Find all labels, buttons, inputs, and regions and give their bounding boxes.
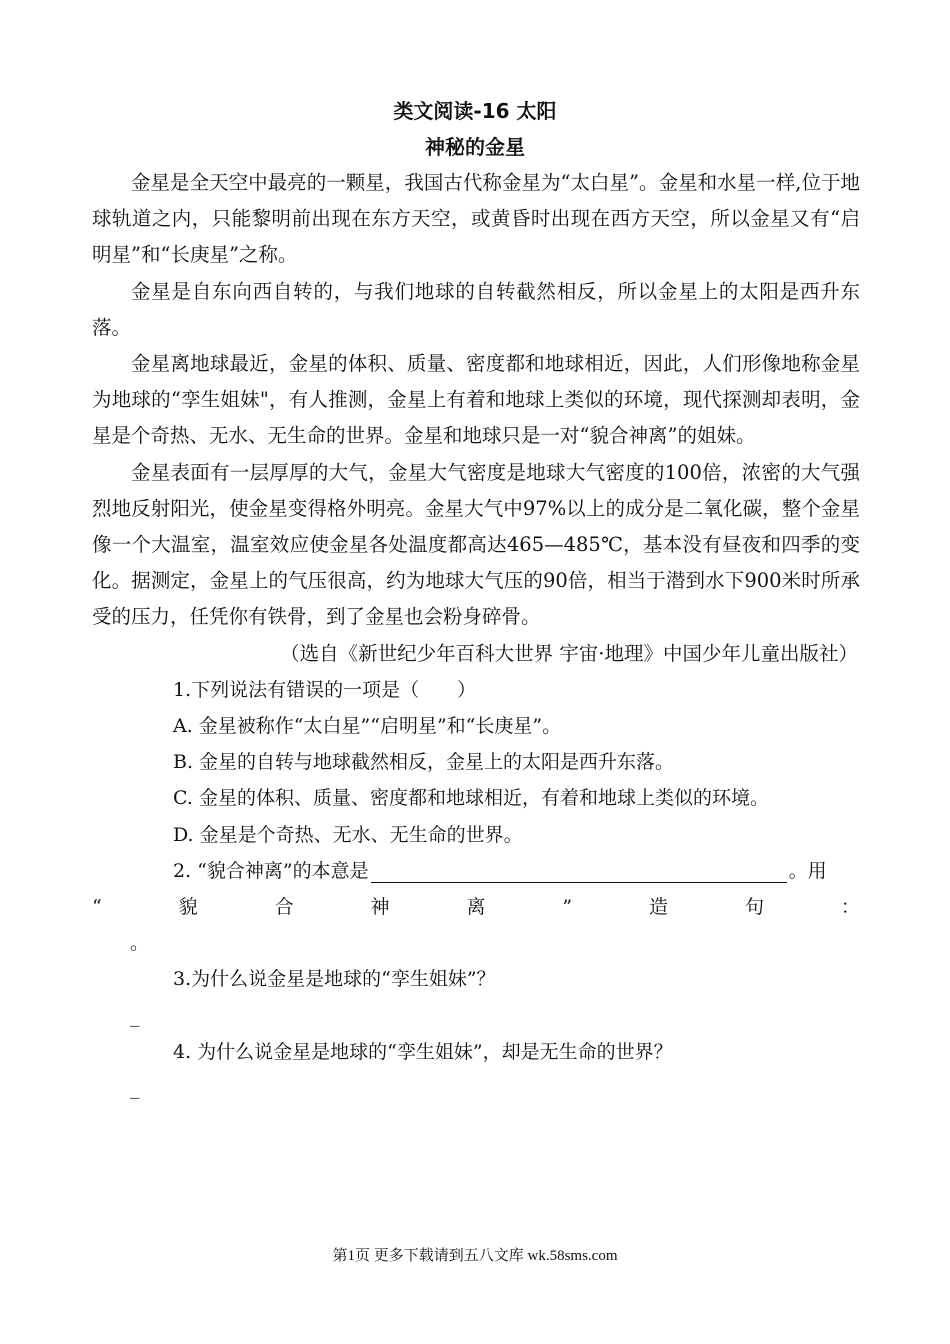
question-1: 1.下列说法有错误的一项是（ ） [173, 678, 477, 701]
source-citation: （选自《新世纪少年百科大世界 宇宙·地理》中国少年儿童出版社） [280, 641, 858, 665]
paragraph-2: 金星是自东向西自转的，与我们地球的自转截然相反，所以金星上的太阳是西升东落。 [92, 279, 860, 339]
char: 神 [370, 896, 390, 919]
page-footer: 第1页 更多下载请到五八文库 wk.58sms.com [332, 1248, 618, 1264]
option-b: B. 金星的自转与地球截然相反，金星上的太阳是西升东落。 [173, 751, 675, 774]
char: 离 [466, 896, 486, 919]
question-3: 3.为什么说金星是地球的“孪生姐妹”？ [173, 968, 496, 991]
char: ： [840, 896, 860, 919]
answer-blank[interactable] [371, 856, 787, 883]
question-2-suffix: 。用 [788, 859, 827, 882]
question-2-sentence-line [92, 889, 860, 925]
char: 造 [649, 896, 669, 919]
char: “ [92, 896, 102, 919]
char: 句 [744, 896, 764, 919]
article-body [92, 165, 860, 1106]
option-d: D. 金星是个奇热、无水、无生命的世界。 [173, 823, 523, 846]
char: 合 [274, 896, 294, 919]
question-4-answer[interactable]: _ [130, 1076, 140, 1099]
char: 貌 [178, 896, 198, 919]
question-2 [92, 853, 860, 889]
option-a: A. 金星被称作“太白星”“启明星”和“长庚星”。 [173, 715, 562, 738]
option-c: C. 金星的体积、质量、密度都和地球相近，有着和地球上类似的环境。 [173, 787, 769, 810]
paragraph-4: 金星表面有一层厚厚的大气，金星大气密度是地球大气密度的100倍，浓密的大气强烈地反射阳光，使金星变得格外明亮。金星大气中97%以上的成分是二氧化碳，整个金星像一个大温室，温室效应使金星各处温度都高达465—485℃，基本没有昼夜和四季的变化。据测定，金星上的气压很高，约为地球大气压的90倍，相当于潜到水下900米时所承受的压力，任凭你有铁骨，到了金星也会粉身碎骨。 [92, 460, 860, 629]
question-2-prefix: 2. “貌合神离”的本意是 [173, 859, 369, 882]
question-2-end: 。 [130, 932, 150, 955]
char: ” [562, 896, 573, 919]
article-title: 神秘的金星 [425, 135, 525, 159]
document-title: 类文阅读-16 太阳 [393, 99, 557, 123]
question-3-answer[interactable]: _ [130, 1004, 140, 1027]
paragraph-1: 金星是全天空中最亮的一颗星，我国古代称金星为“太白星”。金星和水星一样,位于地球轨道之内，只能黎明前出现在东方天空，或黄昏时出现在西方天空，所以金星又有“启明星”和“长庚星”之称。 [92, 171, 860, 267]
paragraph-3: 金星离地球最近，金星的体积、质量、密度都和地球相近，因此，人们形像地称金星为地球的“孪生姐妹"，有人推测，金星上有着和地球上类似的环境，现代探测却表明，金星是个奇热、无水、无生命的世界。金星和地球只是一对“貌合神离”的姐妹。 [92, 352, 860, 448]
question-4: 4. 为什么说金星是地球的“孪生姐妹”，却是无生命的世界？ [173, 1040, 673, 1063]
